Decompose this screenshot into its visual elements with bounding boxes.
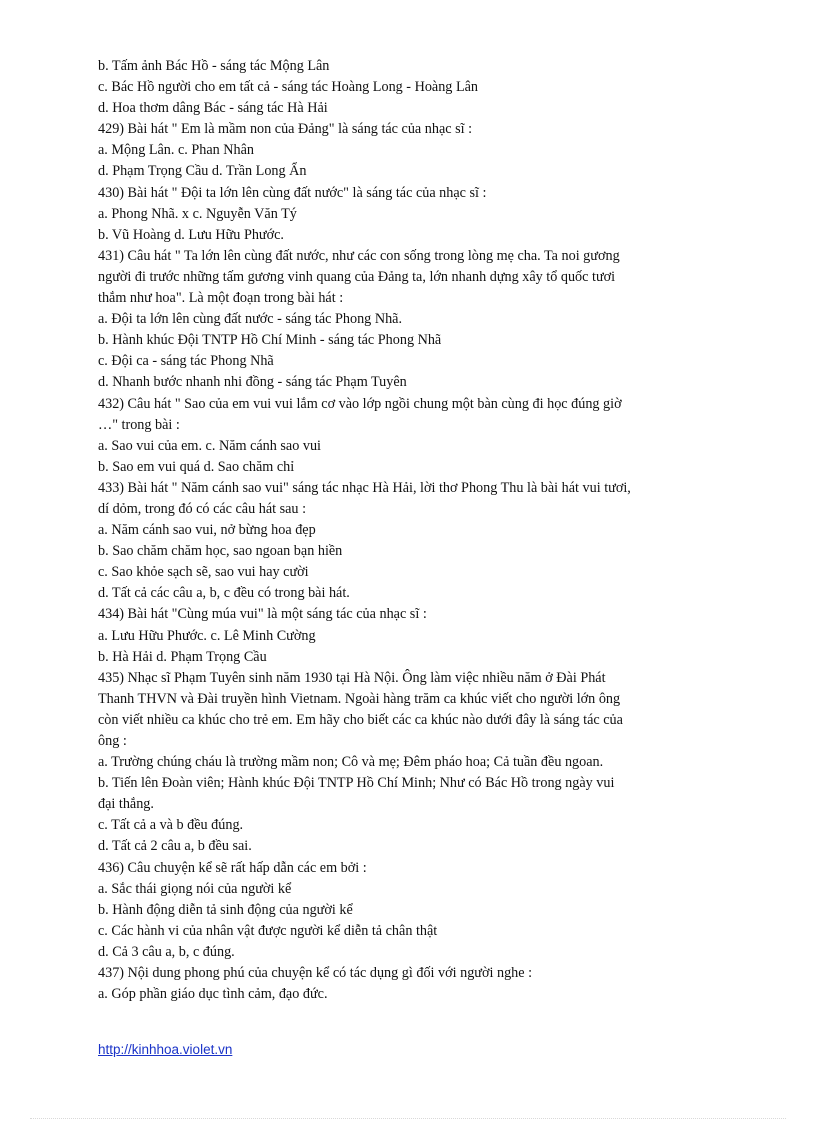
text-line: a. Sao vui của em. c. Năm cánh sao vui bbox=[98, 437, 321, 454]
text-line: d. Tất cả các câu a, b, c đều có trong bài hát. bbox=[98, 585, 350, 602]
text-line: d. Nhanh bước nhanh nhi đồng - sáng tác Phạm Tuyên bbox=[98, 374, 407, 391]
text-line: a. Năm cánh sao vui, nở bừng hoa đẹp bbox=[98, 522, 316, 539]
text-line: thắm như hoa". Là một đoạn trong bài hát : bbox=[98, 290, 344, 307]
text-line: a. Mộng Lân. c. Phan Nhân bbox=[98, 142, 255, 159]
text-line: c. Bác Hồ người cho em tất cả - sáng tác Hoàng Long - Hoàng Lân bbox=[98, 79, 479, 96]
text-line: b. Sao em vui quá d. Sao chăm chỉ bbox=[98, 458, 295, 475]
text-line: 433) Bài hát " Năm cánh sao vui" sáng tác nhạc Hà Hải, lời thơ Phong Thu là bài hát vui tươi, bbox=[98, 479, 631, 496]
text-line: b. Hành khúc Đội TNTP Hồ Chí Minh - sáng tác Phong Nhã bbox=[98, 332, 442, 349]
text-line: b. Sao chăm chăm học, sao ngoan bạn hiền bbox=[98, 543, 343, 560]
text-line: c. Các hành vi của nhân vật được người kể diễn tả chân thật bbox=[98, 922, 438, 939]
page-footer bbox=[98, 1042, 232, 1057]
text-line: c. Đội ca - sáng tác Phong Nhã bbox=[98, 353, 274, 370]
text-line: còn viết nhiều ca khúc cho trẻ em. Em hãy cho biết các ca khúc nào dưới đây là sáng tác của bbox=[98, 711, 623, 728]
text-line: b. Hành động diễn tả sinh động của người kể bbox=[98, 901, 353, 918]
text-line: Thanh THVN và Đài truyền hình Vietnam. Ngoài hàng trăm ca khúc viết cho người lớn ông bbox=[98, 690, 621, 707]
document-body bbox=[98, 56, 728, 1005]
text-line: b. Vũ Hoàng d. Lưu Hữu Phước. bbox=[98, 226, 284, 243]
text-line: a. Lưu Hữu Phước. c. Lê Minh Cường bbox=[98, 627, 316, 644]
text-line: ông : bbox=[98, 733, 127, 749]
text-line: 435) Nhạc sĩ Phạm Tuyên sinh năm 1930 tại Hà Nội. Ông làm việc nhiều năm ở Đài Phát bbox=[98, 669, 606, 686]
text-line: 430) Bài hát " Đội ta lớn lên cùng đất nước" là sáng tác của nhạc sĩ : bbox=[98, 184, 487, 201]
text-line: d. Phạm Trọng Cầu d. Trần Long Ẩn bbox=[98, 163, 307, 180]
text-line: a. Sắc thái giọng nói của người kể bbox=[98, 880, 292, 897]
text-line: b. Tiến lên Đoàn viên; Hành khúc Đội TNTP Hồ Chí Minh; Như có Bác Hồ trong ngày vui bbox=[98, 775, 615, 792]
text-line: a. Phong Nhã. x c. Nguyễn Văn Tý bbox=[98, 205, 297, 222]
text-line: …" trong bài : bbox=[98, 416, 180, 433]
footer-link[interactable]: http://kinhhoa.violet.vn bbox=[98, 1042, 233, 1057]
text-line: dí dỏm, trong đó có các câu hát sau : bbox=[98, 500, 307, 517]
text-line: 434) Bài hát "Cùng múa vui" là một sáng tác của nhạc sĩ : bbox=[98, 606, 427, 623]
text-line: 436) Câu chuyện kể sẽ rất hấp dẫn các em bởi : bbox=[98, 859, 367, 876]
text-line: 437) Nội dung phong phú của chuyện kể có tác dụng gì đối với người nghe : bbox=[98, 965, 533, 982]
text-line: đại thắng. bbox=[98, 796, 154, 813]
text-line: c. Tất cả a và b đều đúng. bbox=[98, 817, 244, 834]
text-line: a. Góp phần giáo dục tình cảm, đạo đức. bbox=[98, 986, 328, 1003]
text-line: d. Hoa thơm dâng Bác - sáng tác Hà Hải bbox=[98, 100, 328, 117]
page-divider bbox=[30, 1118, 786, 1119]
text-line: người đi trước những tấm gương vinh quang của Đảng ta, lớn nhanh dựng xây tổ quốc tươi bbox=[98, 268, 616, 285]
text-line: b. Hà Hải d. Phạm Trọng Cầu bbox=[98, 648, 267, 665]
text-line: d. Cả 3 câu a, b, c đúng. bbox=[98, 943, 235, 960]
text-line: 431) Câu hát " Ta lớn lên cùng đất nước, như các con sống trong lòng mẹ cha. Ta noi gương bbox=[98, 247, 620, 264]
text-line: a. Trường chúng cháu là trường mầm non; Cô và mẹ; Đêm pháo hoa; Cả tuần đều ngoan. bbox=[98, 754, 604, 771]
text-line: a. Đội ta lớn lên cùng đất nước - sáng tác Phong Nhã. bbox=[98, 311, 403, 328]
text-line: c. Sao khỏe sạch sẽ, sao vui hay cười bbox=[98, 564, 309, 581]
text-line: 429) Bài hát " Em là mầm non của Đảng" là sáng tác của nhạc sĩ : bbox=[98, 121, 473, 138]
text-line: d. Tất cả 2 câu a, b đều sai. bbox=[98, 838, 252, 855]
text-line: b. Tấm ảnh Bác Hồ - sáng tác Mộng Lân bbox=[98, 58, 330, 74]
text-line: 432) Câu hát " Sao của em vui vui lắm cơ vào lớp ngồi chung một bàn cùng đi học đúng giờ bbox=[98, 395, 622, 412]
